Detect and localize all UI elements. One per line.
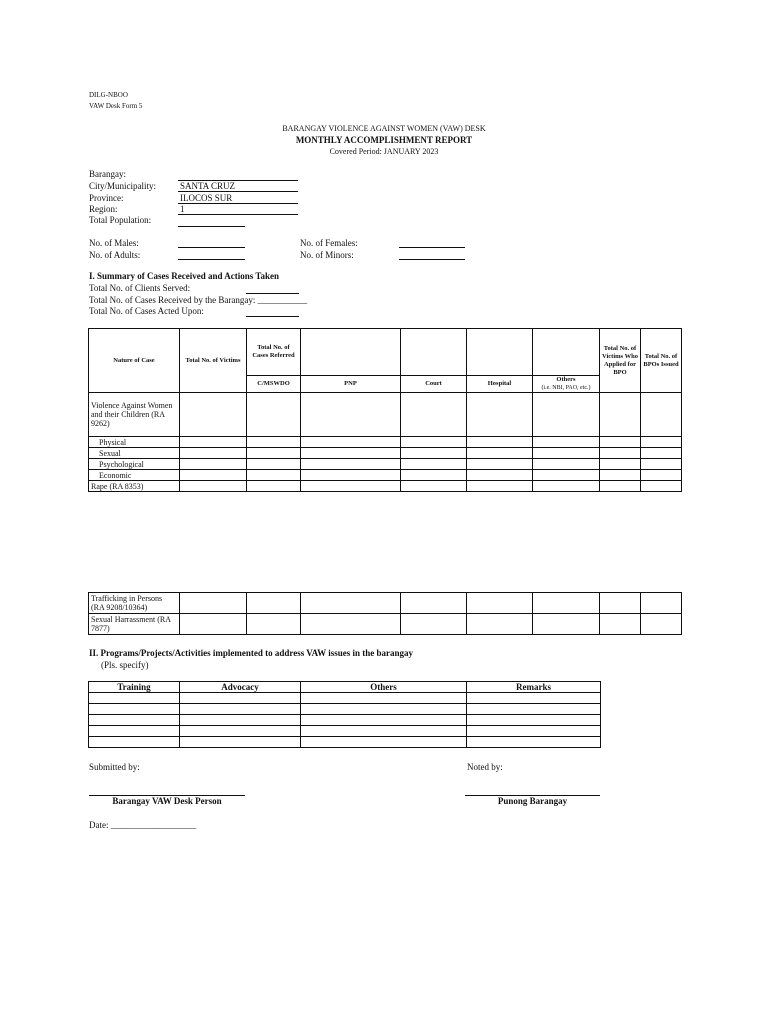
adults-field[interactable] [178, 259, 245, 260]
date-field[interactable]: Date: ___________________ [89, 820, 197, 830]
city-field[interactable] [178, 191, 298, 192]
table-row [89, 726, 601, 737]
header-others [533, 376, 600, 393]
submitted-by-label: Submitted by: [89, 762, 140, 772]
form-code: DILG-NBOO [89, 91, 128, 99]
desk-person-label: Barangay VAW Desk Person [112, 796, 222, 806]
population-field[interactable] [178, 226, 245, 227]
col-advocacy: Advocacy [180, 682, 301, 693]
table-row [89, 614, 682, 635]
header-hospital: Hospital [467, 376, 533, 393]
cases-received-label: Total No. of Cases Received by the Barangay: ___________ [89, 295, 308, 305]
col-training: Training [89, 682, 180, 693]
cases-acted-label: Total No. of Cases Acted Upon: [89, 306, 204, 316]
table-row [89, 448, 682, 459]
region-value: 1 [180, 204, 185, 214]
header-bpos-issued: Total No. of BPOs Issued [641, 329, 682, 393]
barangay-label: Barangay: [89, 169, 126, 179]
table-row [89, 393, 682, 437]
header-row [89, 329, 682, 376]
section2-specify: (Pls. specify) [101, 660, 149, 670]
row-label-rape: Rape (RA 8353) [89, 481, 180, 492]
region-label: Region: [89, 204, 118, 214]
header-referred: Total No. of Cases Referred [247, 329, 301, 376]
minors-field[interactable] [399, 259, 465, 260]
header-court: Court [401, 376, 467, 393]
females-label: No. of Females: [300, 238, 358, 248]
city-value: SANTA CRUZ [180, 181, 236, 191]
col-others: Others [301, 682, 467, 693]
province-label: Province: [89, 193, 124, 203]
programs-table [88, 681, 601, 748]
programs-header-row [89, 682, 601, 693]
col-remarks: Remarks [467, 682, 601, 693]
males-label: No. of Males: [89, 238, 139, 248]
noted-by-label: Noted by: [467, 762, 503, 772]
table-row [89, 715, 601, 726]
province-field[interactable] [178, 203, 298, 204]
header-nature: Nature of Case [89, 329, 180, 393]
header-others-label: Others [556, 376, 576, 383]
table-row [89, 481, 682, 492]
header-cmswdo: C/MSWDO [247, 376, 301, 393]
row-label-vawc: Violence Against Women and their Children (RA 9262) [89, 393, 180, 437]
header-pnp: PNP [301, 376, 401, 393]
table-row [89, 459, 682, 470]
population-label: Total Population: [89, 215, 152, 225]
cases-table-continued [88, 592, 682, 635]
table-row [89, 737, 601, 748]
header-applied-bpo: Total No. of Victims Who Applied for BPO [600, 329, 641, 393]
table-row [89, 693, 601, 704]
header-victims: Total No. of Victims [180, 329, 247, 393]
table-row [89, 704, 601, 715]
adults-label: No. of Adults: [89, 250, 141, 260]
section2-heading: II. Programs/Projects/Activities implemented to address VAW issues in the barangay [89, 648, 413, 658]
clients-served-label: Total No. of Clients Served: [89, 283, 191, 293]
province-value: ILOCOS SUR [180, 193, 233, 203]
city-label: City/Municipality: [89, 181, 156, 191]
females-field[interactable] [399, 247, 465, 248]
row-label-economic: Economic [89, 470, 180, 481]
table-row [89, 470, 682, 481]
row-label-physical: Physical [89, 437, 180, 448]
covered-period: Covered Period: JANUARY 2023 [329, 147, 439, 156]
cases-acted-field[interactable] [246, 316, 299, 317]
row-label-harassment: Sexual Harrassment (RA 7877) [89, 614, 180, 635]
report-subtitle: MONTHLY ACCOMPLISHMENT REPORT [295, 135, 473, 145]
table-row [89, 593, 682, 614]
section1-heading: I. Summary of Cases Received and Actions Taken [89, 271, 280, 281]
punong-label: Punong Barangay [497, 796, 568, 806]
region-field[interactable] [178, 214, 298, 215]
cases-table [88, 328, 682, 492]
row-label-trafficking: Trafficking in Persons (RA 9208/10364) [89, 593, 180, 614]
minors-label: No. of Minors: [300, 250, 354, 260]
clients-served-field[interactable] [246, 293, 299, 294]
report-title: BARANGAY VIOLENCE AGAINST WOMEN (VAW) DESK [282, 124, 486, 133]
row-label-psychological: Psychological [89, 459, 180, 470]
males-field[interactable] [178, 247, 245, 248]
row-label-sexual: Sexual [89, 448, 180, 459]
form-name: VAW Desk Form 5 [89, 102, 143, 110]
table-row [89, 437, 682, 448]
header-others-note: (i.e. NBI, PAO, etc.) [541, 385, 591, 391]
